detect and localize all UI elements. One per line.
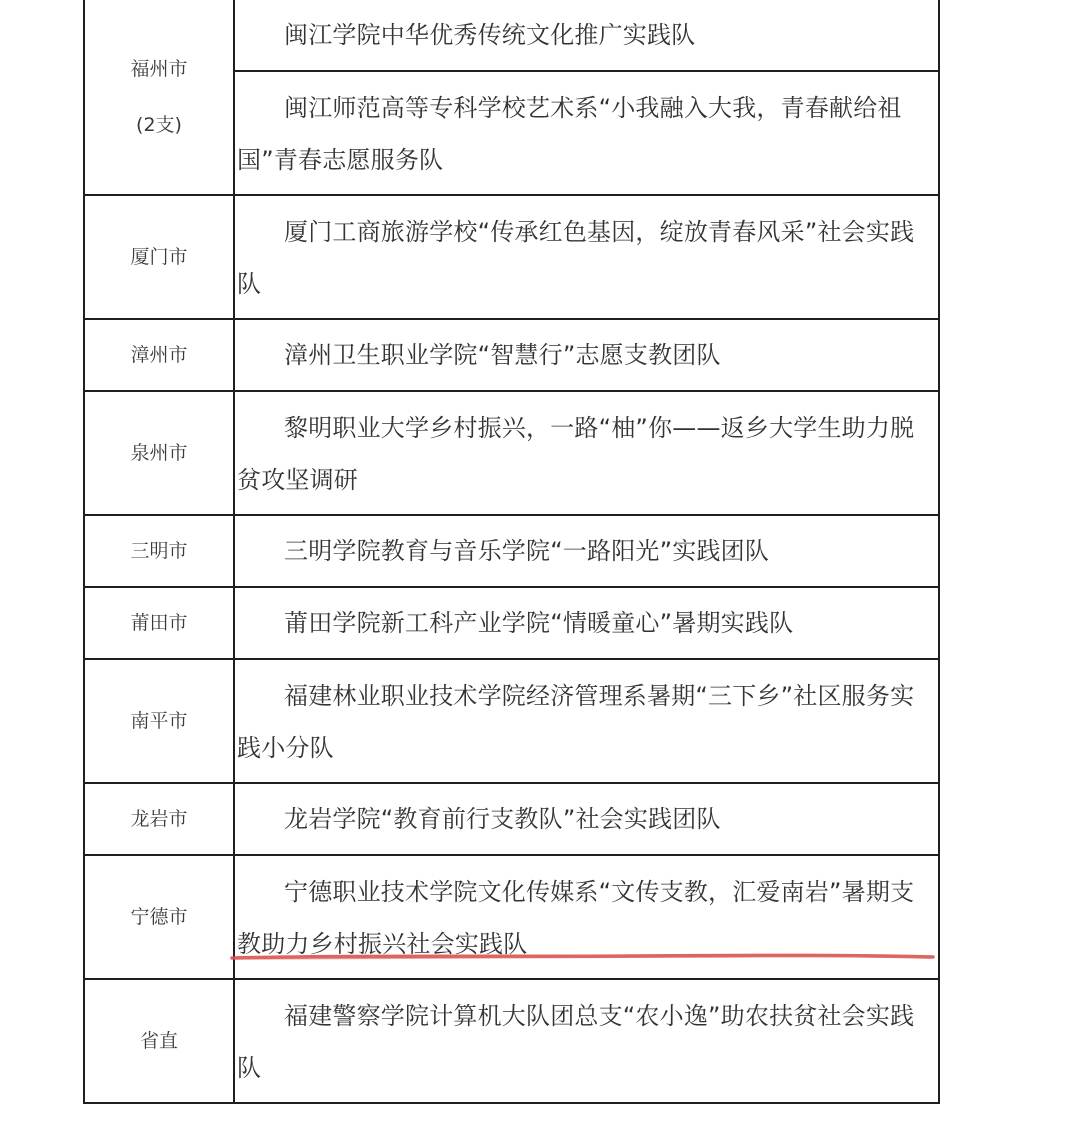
team-name: 龙岩学院“教育前行支教队”社会实践团队 [284, 805, 721, 833]
team-name: 福建警察学院计算机大队团总支“农小逸”助农扶贫社会实践队 [237, 1002, 915, 1082]
city-name: 三明市 [130, 540, 188, 562]
team-cell [234, 979, 939, 1103]
team-cell [234, 71, 939, 195]
table-row-shengzhi [84, 979, 939, 1103]
city-cell-fuzhou [84, 0, 234, 195]
city-name: 福州市 [130, 58, 188, 80]
team-cell [234, 391, 939, 515]
city-name: 莆田市 [130, 612, 188, 634]
city-name: 厦门市 [130, 246, 188, 268]
city-name: 龙岩市 [130, 808, 188, 830]
team-name: 闽江学院中华优秀传统文化推广实践队 [284, 21, 696, 49]
team-cell [234, 0, 939, 71]
city-cell-shengzhi [84, 979, 234, 1103]
team-name: 宁德职业技术学院文化传媒系“文传支教，汇爱南岩”暑期支教助力乡村振兴社会实践队 [237, 878, 915, 958]
table-row-quanzhou [84, 391, 939, 515]
city-cell-longyan [84, 783, 234, 855]
city-name: 省直 [139, 1030, 178, 1052]
team-cell [234, 515, 939, 587]
team-name: 三明学院教育与音乐学院“一路阳光”实践团队 [284, 537, 770, 565]
table-row-zhangzhou [84, 319, 939, 391]
team-name: 福建林业职业技术学院经济管理系暑期“三下乡”社区服务实践小分队 [237, 682, 915, 762]
team-cell [234, 783, 939, 855]
city-name: 南平市 [130, 710, 188, 732]
team-name: 黎明职业大学乡村振兴，一路“柚”你——返乡大学生助力脱贫攻坚调研 [237, 414, 915, 494]
team-cell [234, 319, 939, 391]
table-row-sanming [84, 515, 939, 587]
city-cell-zhangzhou [84, 319, 234, 391]
team-cell [234, 855, 939, 979]
city-cell-quanzhou [84, 391, 234, 515]
team-cell [234, 195, 939, 319]
city-name: 漳州市 [130, 344, 188, 366]
city-cell-ningde [84, 855, 234, 979]
table-row-longyan [84, 783, 939, 855]
team-name: 莆田学院新工科产业学院“情暖童心”暑期实践队 [284, 609, 794, 637]
city-cell-sanming [84, 515, 234, 587]
team-name: 闽江师范高等专科学校艺术系“小我融入大我，青春献给祖国”青春志愿服务队 [237, 94, 902, 174]
table-row-putian [84, 587, 939, 659]
table-row-ningde [84, 855, 939, 979]
city-name: 宁德市 [130, 906, 188, 928]
city-cell-nanping [84, 659, 234, 783]
city-cell-putian [84, 587, 234, 659]
team-cell [234, 659, 939, 783]
table-row-xiamen [84, 195, 939, 319]
city-name: 泉州市 [130, 442, 188, 464]
table-row-fuzhou-1 [84, 0, 939, 71]
table-row-nanping [84, 659, 939, 783]
team-list-table [83, 0, 940, 1104]
team-name: 漳州卫生职业学院“智慧行”志愿支教团队 [284, 341, 721, 369]
city-team-count: (2支) [136, 114, 182, 136]
team-name: 厦门工商旅游学校“传承红色基因，绽放青春风采”社会实践队 [237, 218, 915, 298]
city-cell-xiamen [84, 195, 234, 319]
team-cell [234, 587, 939, 659]
